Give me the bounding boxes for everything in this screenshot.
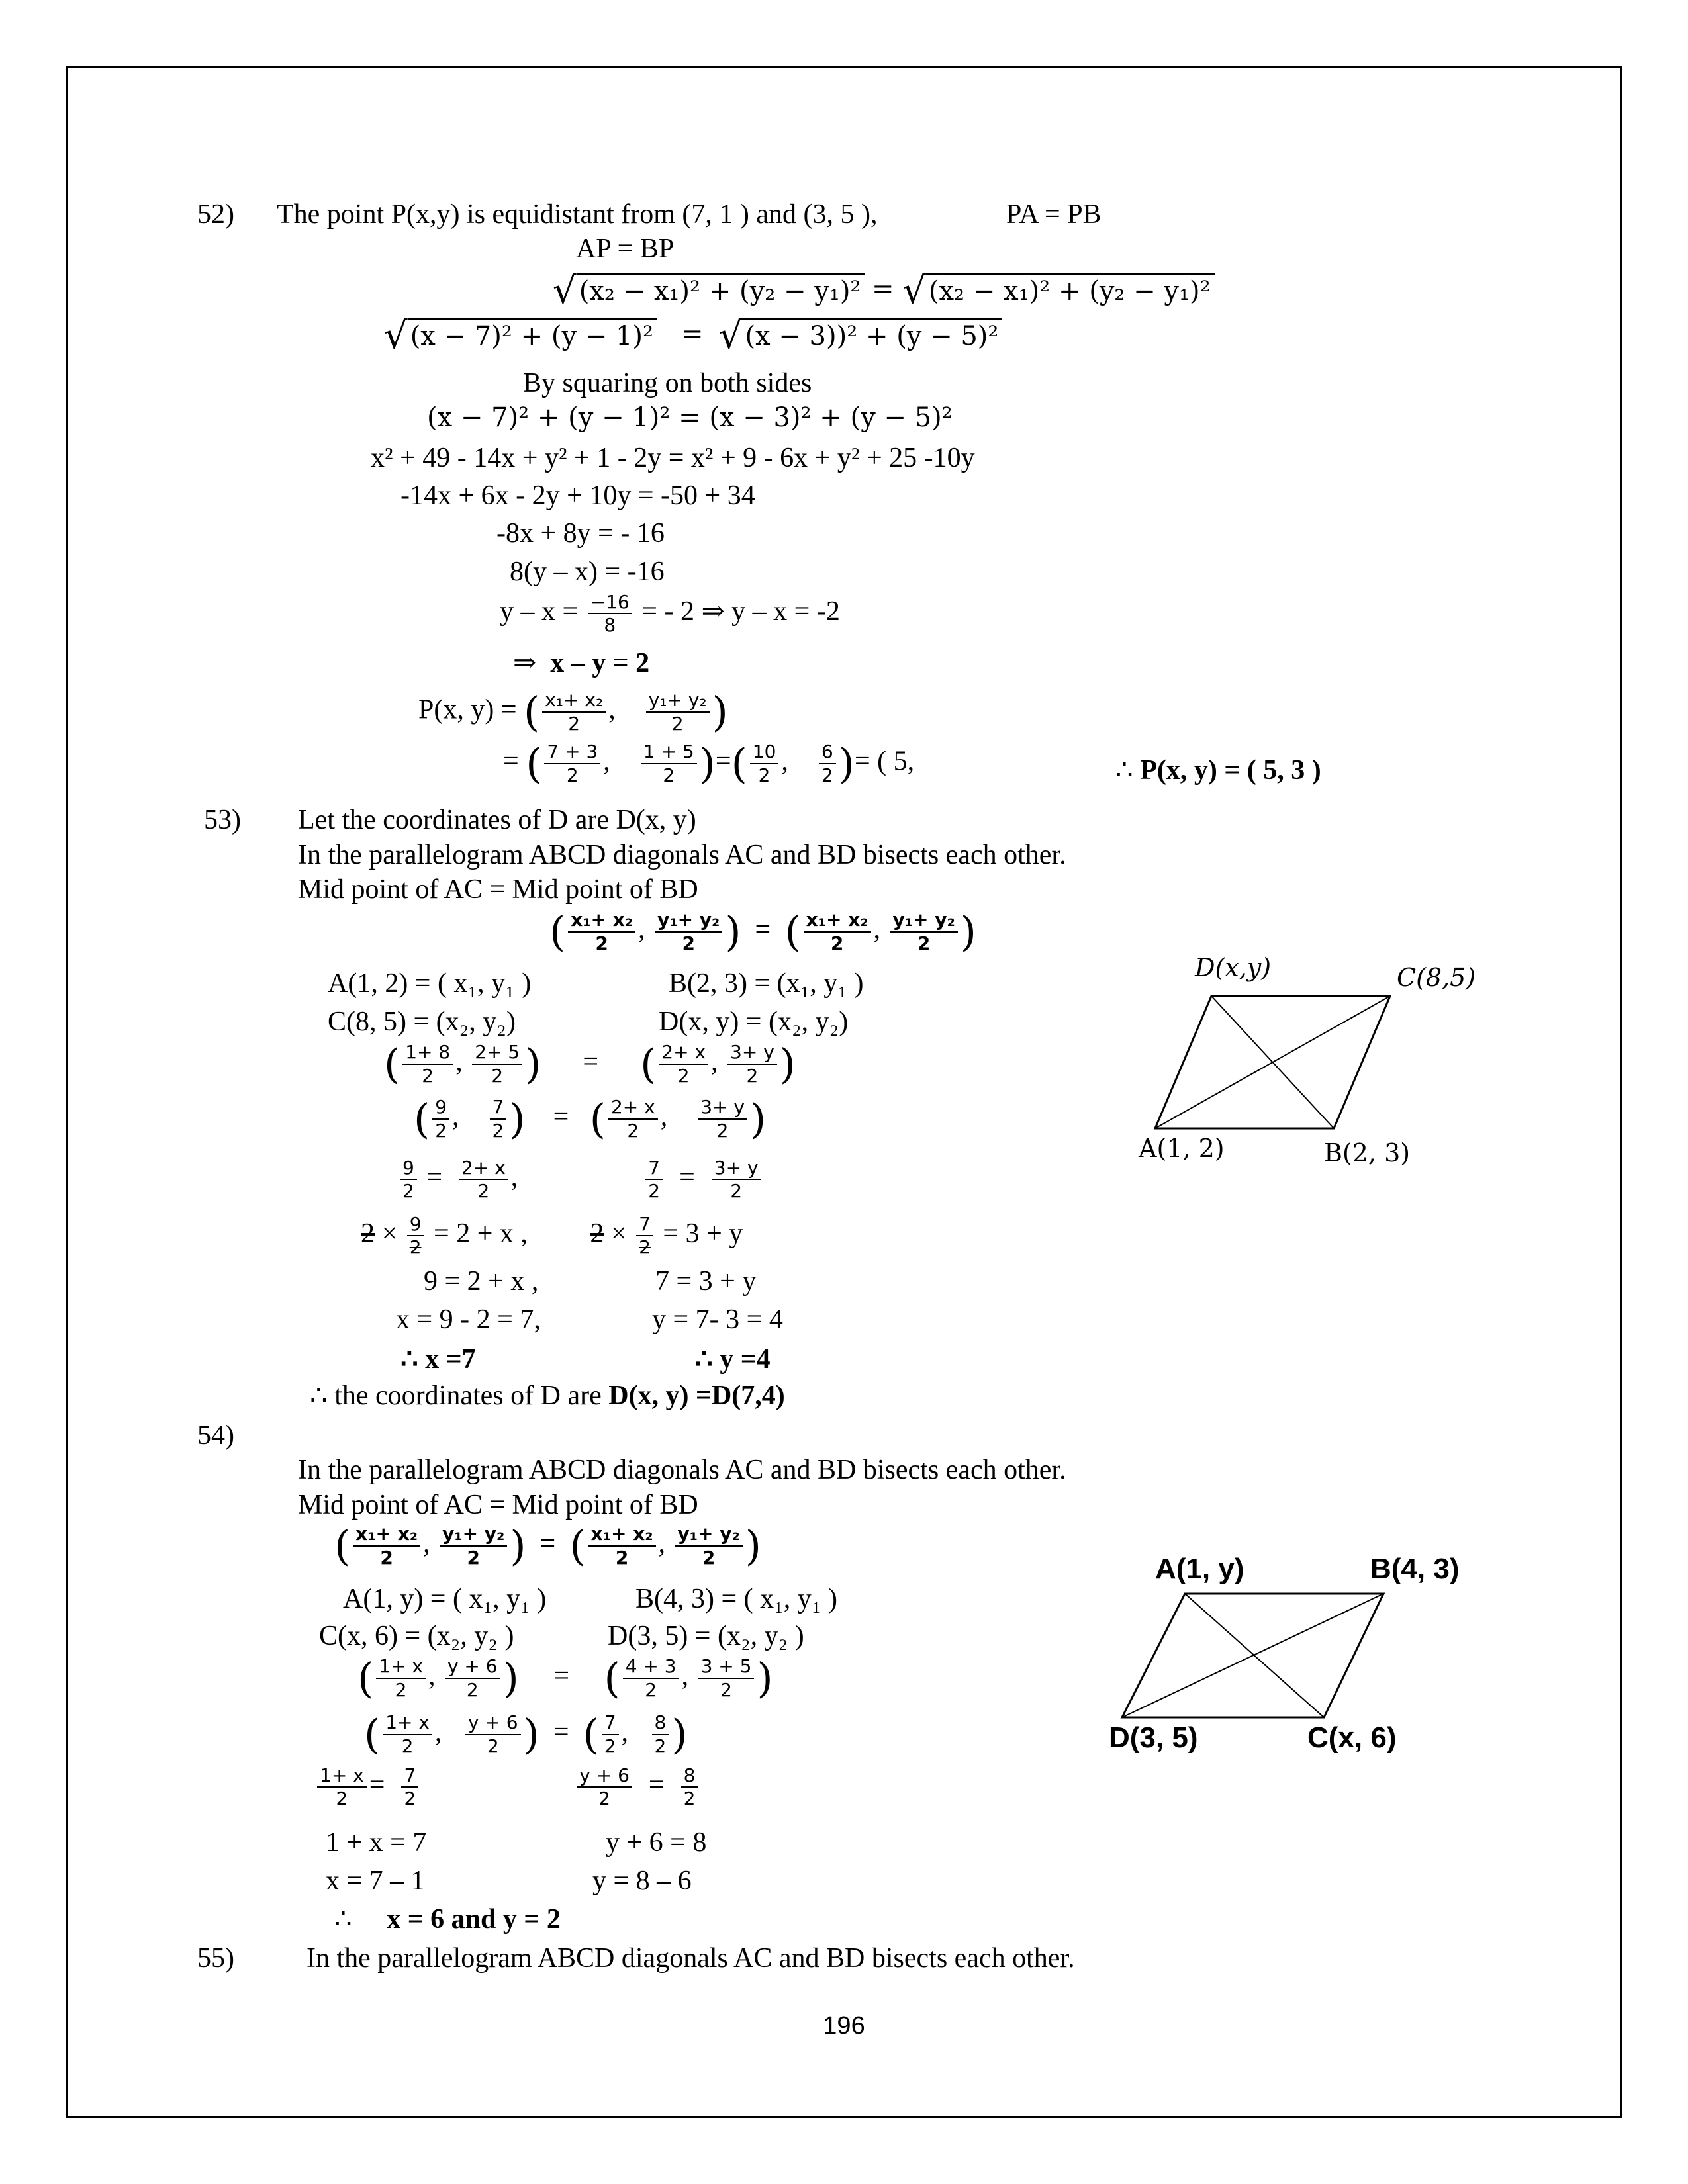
q54-label-a: A(1, y) <box>1155 1553 1244 1585</box>
frac-x1x2: $\frac{\text{x₁+ x₂}}{2}$ <box>542 690 606 733</box>
q52-step2: 8(y – x) = -16 <box>510 557 665 587</box>
q53-eq5a: 9 = 2 + x , <box>424 1266 539 1297</box>
q52-statement: The point P(x,y) is equidistant from (7, 1 ) and (3, 5 ), <box>277 199 878 230</box>
q53-diagonal-bd <box>1211 996 1334 1128</box>
q53-conclusion: ∴ the coordinates of D are D(x, y) =D(7,4) <box>310 1381 785 1411</box>
q52-collect: -14x + 6x - 2y + 10y = -50 + 34 <box>400 480 755 511</box>
q54-c-assign: C(x, 6) = (x₂, y₂ ) <box>319 1621 514 1651</box>
q54-line1: In the parallelogram ABCD diagonals AC and BD bisects each other. <box>298 1455 1066 1485</box>
q52-final: ∴ P(x, y) = ( 5, 3 ) <box>1115 755 1321 786</box>
q54-parallelogram-diagram <box>1099 1542 1496 1767</box>
q55-line1: In the parallelogram ABCD diagonals AC and BD bisects each other. <box>306 1943 1075 1974</box>
q52-squared-eq: (x − 7)² + (y − 1)² = (x − 3)² + (y − 5)² <box>427 402 953 433</box>
q53-c-assign: C(8, 5) = (x₂, y₂) <box>328 1007 516 1037</box>
q53-eq1: ( $\frac{1+ 8}{2}$ , $\frac{2+ 5}{2}$ ) = ( $\frac{2+ x}{2}$ , $\frac{3+ y}{2}$ ) <box>384 1040 796 1088</box>
q52-distance-formula: √ (x₂ − x₁)² + (y₂ − y₁)² = √ (x₂ − x₁)² + (y₂ − y₁)² <box>553 273 1215 310</box>
q54-result: ∴ x = 6 and y = 2 <box>334 1904 561 1934</box>
q52-step1: -8x + 8y = - 16 <box>496 518 665 549</box>
q54-line2: Mid point of AC = Mid point of BD <box>298 1490 698 1520</box>
q53-eq4: 2 × $\frac{9}{2}$ = 2 + x , 2 × $\frac{7}{2}$ = 3 + y <box>361 1213 743 1259</box>
formula-left: (x₂ − x₁)² + (y₂ − y₁)² <box>577 273 865 310</box>
q53-line1: Let the coordinates of D are D(x, y) <box>298 805 696 835</box>
q53-eq6b: y = 7- 3 = 4 <box>652 1304 783 1335</box>
q53-eq3: $\frac{9}{2}$ = $\frac{2+ x}{2}$ , $\frac{7}{2}$ = $\frac{3+ y}{2}$ <box>397 1158 764 1201</box>
q54-label-b: B(4, 3) <box>1370 1553 1460 1585</box>
q53-b-assign: B(2, 3) = (x₁, y₁ ) <box>669 968 864 999</box>
q53-conclusion-answer: D(x, y) =D(7,4) <box>608 1381 785 1411</box>
q54-diagonal-bd <box>1122 1594 1383 1717</box>
step3-post: = - 2 ⇒ y – x = -2 <box>641 596 840 627</box>
q52-step3 <box>500 592 840 635</box>
q53-eq2: ( $\frac{9}{2}$ , $\frac{7}{2}$ ) = ( $\frac{2+ x}{2}$ , $\frac{3+ y}{2}$ ) <box>414 1095 767 1143</box>
sqrt-left: √ (x₂ − x₁)² + (y₂ − y₁)² <box>553 273 865 310</box>
q52-midpoint-formula: P(x, y) = ( $\frac{\text{x₁+ x₂}}{2}$ , $\frac{\text{y₁+ y₂}}{2}$ ) <box>418 688 728 736</box>
q54-eq3: $\frac{1+ x}{2}$ = $\frac{7}{2}$ $\frac{y + 6}{2}$ = $\frac{8}{2}$ <box>314 1766 700 1809</box>
q54-diagonal-ac <box>1185 1594 1324 1717</box>
q52-pa-pb: PA = PB <box>1006 199 1102 230</box>
q53-label-c: C(8,5) <box>1397 963 1476 992</box>
q53-parallelogram-diagram <box>1125 946 1496 1171</box>
q54-label-c: C(x, 6) <box>1307 1721 1397 1754</box>
fraction-neg16-8: $\frac{-16}{8}$ <box>588 592 632 635</box>
q53-label-b: B(2, 3) <box>1324 1138 1411 1167</box>
sqrt-right: √ (x₂ − x₁)² + (y₂ − y₁)² <box>902 273 1214 310</box>
q52-expand: x² + 49 - 14x + y² + 1 - 2y = x² + 9 - 6x + y² + 25 -10y <box>371 443 975 473</box>
q53-eq6a: x = 9 - 2 = 7, <box>396 1304 541 1335</box>
q54-result-text: x = 6 and y = 2 <box>387 1904 561 1934</box>
q53-label-d: D(x,y) <box>1195 953 1272 982</box>
sqrt-sub-left: √ (x − 7)² + (y − 1)² <box>384 318 657 355</box>
q52-number: 52) <box>197 199 234 230</box>
sub-left: (x − 7)² + (y − 1)² <box>408 318 657 355</box>
q53-d-assign: D(x, y) = (x₂, y₂) <box>659 1007 849 1037</box>
q54-eq4b: y + 6 = 8 <box>606 1827 707 1858</box>
q54-eq5a: x = 7 – 1 <box>326 1866 425 1896</box>
q54-d-assign: D(3, 5) = (x₂, y₂ ) <box>608 1621 804 1651</box>
q53-label-a: A(1, 2) <box>1139 1134 1225 1163</box>
q54-label-d: D(3, 5) <box>1109 1721 1198 1754</box>
step3-pre: y – x = <box>500 596 579 627</box>
q52-substitution: √ (x − 7)² + (y − 1)² = √ (x − 3))² + (y − 5)² <box>384 318 1002 355</box>
q54-a-assign: A(1, y) = ( x₁, y₁ ) <box>343 1584 547 1614</box>
frac-y1y2: $\frac{\text{y₁+ y₂}}{2}$ <box>646 690 710 733</box>
q54-midpoint-eq: ( $\frac{\text{x₁+ x₂}}{2}$ , $\frac{\text{y₁+ y₂}}{2}$ ) = ( $\frac{\text{x₁+ x₂}}{2}$ , $\frac{\text{y₁+ y₂}}{2}$ ) <box>334 1522 761 1570</box>
q52-result: ⇒ x – y = 2 <box>513 648 650 678</box>
q54-b-assign: B(4, 3) = ( x₁, y₁ ) <box>635 1584 837 1614</box>
q54-eq2: ( $\frac{1+ x}{2}$ , $\frac{y + 6}{2}$ ) = ( $\frac{7}{2}$ , $\frac{8}{2}$ ) <box>364 1710 688 1758</box>
q54-eq4a: 1 + x = 7 <box>326 1827 427 1858</box>
q54-eq5b: y = 8 – 6 <box>592 1866 692 1896</box>
q54-eq1: ( $\frac{1+ x}{2}$ , $\frac{y + 6}{2}$ ) = ( $\frac{4 + 3}{2}$ , $\frac{3 + 5}{2}$ ) <box>357 1654 773 1702</box>
q53-line2: In the parallelogram ABCD diagonals AC and BD bisects each other. <box>298 840 1066 870</box>
q53-midpoint-eq: ( $\frac{\text{x₁+ x₂}}{2}$ , $\frac{\text{y₁+ y₂}}{2}$ ) = ( $\frac{\text{x₁+ x₂}}{2}$ , $\frac{\text{y₁+ y₂}}{2}$ ) <box>549 907 976 956</box>
q52-ap-bp: AP = BP <box>576 234 675 264</box>
q53-res-x: ∴ x =7 <box>400 1344 476 1375</box>
q52-result-text: x – y = 2 <box>550 648 650 678</box>
q53-res-y: ∴ y =4 <box>695 1344 771 1375</box>
sqrt-sub-right: √ (x − 3))² + (y − 5)² <box>719 318 1003 355</box>
q53-a-assign: A(1, 2) = ( x₁, y₁ ) <box>328 968 532 999</box>
q52-midpoint-calc: = ( $\frac{7 + 3}{2}$ , $\frac{1 + 5}{2}$ )=( $\frac{10}{2}$ , $\frac{6}{2}$ )= ( 5, <box>503 739 915 788</box>
sub-right: (x − 3))² + (y − 5)² <box>742 318 1002 355</box>
q53-eq5b: 7 = 3 + y <box>655 1266 757 1297</box>
q52-final-answer: P(x, y) = ( 5, 3 ) <box>1140 755 1321 786</box>
q53-number: 53) <box>204 805 241 835</box>
q54-number: 54) <box>197 1420 234 1451</box>
q52-squaring-text: By squaring on both sides <box>523 368 812 398</box>
q53-line3: Mid point of AC = Mid point of BD <box>298 874 698 905</box>
q55-number: 55) <box>197 1943 234 1974</box>
page-number: 196 <box>823 2012 865 2040</box>
formula-right: (x₂ − x₁)² + (y₂ − y₁)² <box>926 273 1215 310</box>
